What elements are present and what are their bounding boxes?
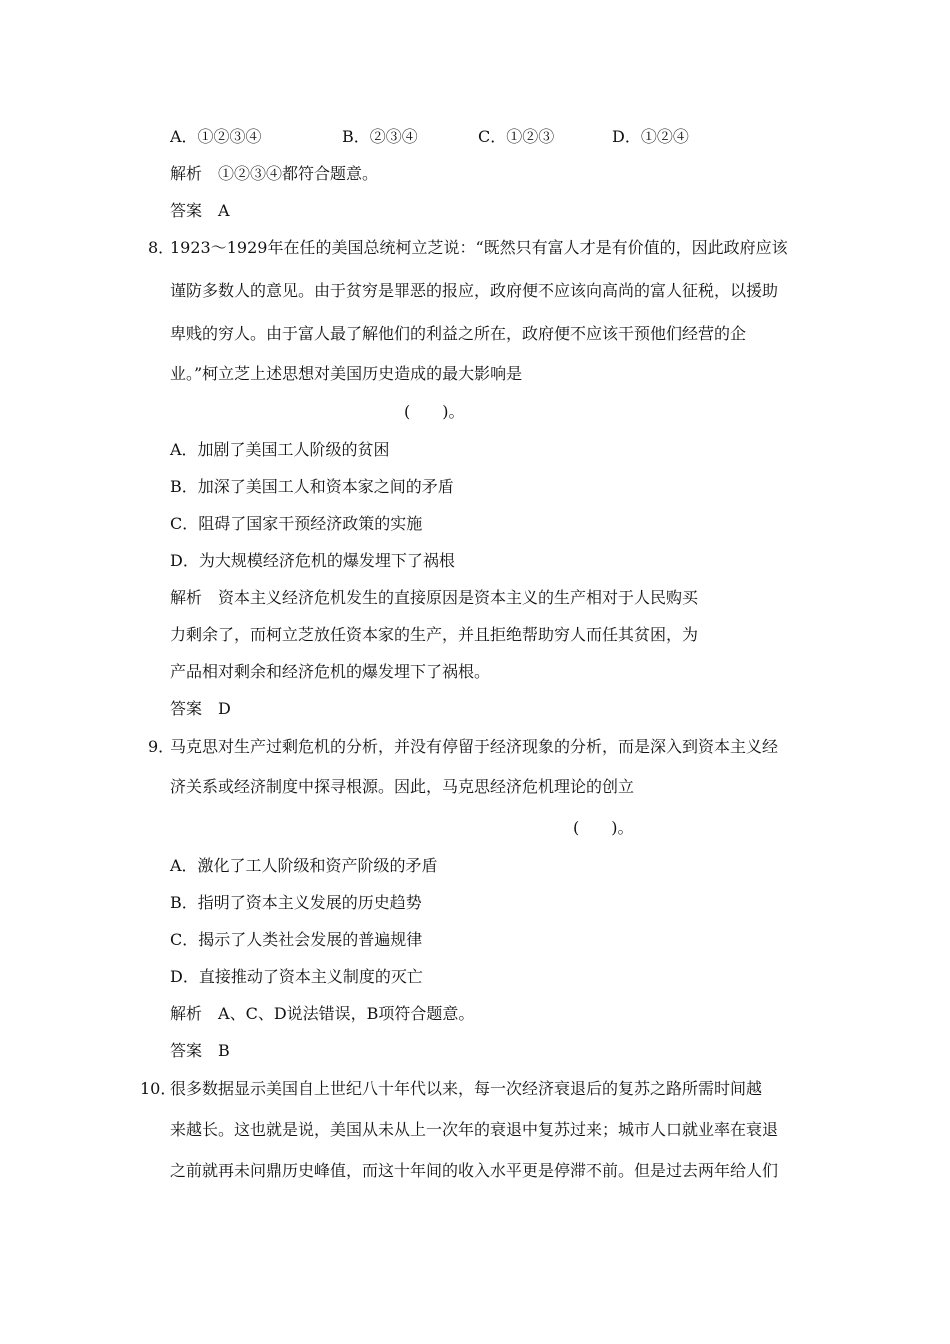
q8-stem-line: 业。”柯立芝上述思想对美国历史造成的最大影响是 bbox=[170, 364, 523, 383]
q9-analysis-label: 解析 bbox=[170, 1004, 203, 1023]
q7-analysis-text: ①②③④都符合题意。 bbox=[218, 164, 379, 183]
q7-option-c: C．①②③ bbox=[478, 127, 555, 146]
q8-answer-label: 答案 bbox=[170, 699, 203, 718]
q9-answer-label: 答案 bbox=[170, 1041, 203, 1060]
q8-answer-blank: ( )。 bbox=[404, 402, 465, 421]
q9-option-a: A．激化了工人阶级和资产阶级的矛盾 bbox=[170, 856, 438, 875]
q7-answer-label: 答案 bbox=[170, 201, 203, 220]
q9-analysis bbox=[170, 1004, 474, 1024]
q10-stem-line: 很多数据显示美国自上世纪八十年代以来，每一次经济衰退后的复苏之路所需时间越 bbox=[170, 1079, 763, 1098]
q9-option-b: B．指明了资本主义发展的历史趋势 bbox=[170, 893, 422, 912]
q8-stem-line: 卑贱的穷人。由于富人最了解他们的利益之所在，政府便不应该干预他们经营的企 bbox=[170, 324, 747, 343]
q8-analysis-line: 资本主义经济危机发生的直接原因是资本主义的生产相对于人民购买 bbox=[218, 588, 699, 607]
q8-analysis-line: 产品相对剩余和经济危机的爆发埋下了祸根。 bbox=[170, 662, 491, 681]
q9-stem-line: 马克思对生产过剩危机的分析，并没有停留于经济现象的分析，而是深入到资本主义经 bbox=[170, 737, 779, 756]
q8-analysis-line: 力剩余了，而柯立芝放任资本家的生产，并且拒绝帮助穷人而任其贫困，为 bbox=[170, 625, 699, 644]
q9-answer-value: B bbox=[218, 1041, 230, 1060]
q7-option-a: A．①②③④ bbox=[170, 127, 262, 146]
q7-option-d: D．①②④ bbox=[612, 127, 689, 146]
q7-answer-value: A bbox=[218, 201, 230, 220]
q8-analysis bbox=[170, 588, 698, 608]
q7-analysis bbox=[170, 164, 378, 184]
q8-option-b: B．加深了美国工人和资本家之间的矛盾 bbox=[170, 477, 454, 496]
q8-stem-line: 1923～1929年在任的美国总统柯立芝说：“既然只有富人才是有价值的，因此政府应该 bbox=[170, 238, 788, 257]
q9-answer-blank: ( )。 bbox=[573, 818, 634, 837]
q10-number: 10． bbox=[140, 1079, 177, 1098]
q10-stem-line: 来越长。这也就是说，美国从未从上一次年的衰退中复苏过来；城市人口就业率在衰退 bbox=[170, 1120, 779, 1139]
q8-stem-line: 谨防多数人的意见。由于贫穷是罪恶的报应，政府便不应该向高尚的富人征税，以援助 bbox=[170, 281, 779, 300]
q8-number: 8． bbox=[148, 238, 175, 257]
q7-option-b: B．②③④ bbox=[342, 127, 418, 146]
q10-stem-line: 之前就再未问鼎历史峰值，而这十年间的收入水平更是停滞不前。但是过去两年给人们 bbox=[170, 1161, 779, 1180]
q8-answer bbox=[170, 699, 231, 719]
q9-number: 9． bbox=[148, 737, 175, 756]
q8-analysis-label: 解析 bbox=[170, 588, 203, 607]
q8-option-a: A．加剧了美国工人阶级的贫困 bbox=[170, 440, 390, 459]
q9-answer bbox=[170, 1041, 230, 1061]
q8-option-d: D．为大规模经济危机的爆发埋下了祸根 bbox=[170, 551, 455, 570]
q7-answer bbox=[170, 201, 230, 221]
q7-analysis-label: 解析 bbox=[170, 164, 203, 183]
q8-option-c: C．阻碍了国家干预经济政策的实施 bbox=[170, 514, 423, 533]
q9-option-d: D．直接推动了资本主义制度的灭亡 bbox=[170, 967, 423, 986]
q9-analysis-text: A、C、D说法错误，B项符合题意。 bbox=[218, 1004, 475, 1023]
q9-stem-line: 济关系或经济制度中探寻根源。因此，马克思经济危机理论的创立 bbox=[170, 777, 635, 796]
q9-option-c: C．揭示了人类社会发展的普遍规律 bbox=[170, 930, 423, 949]
q8-answer-value: D bbox=[218, 699, 231, 718]
